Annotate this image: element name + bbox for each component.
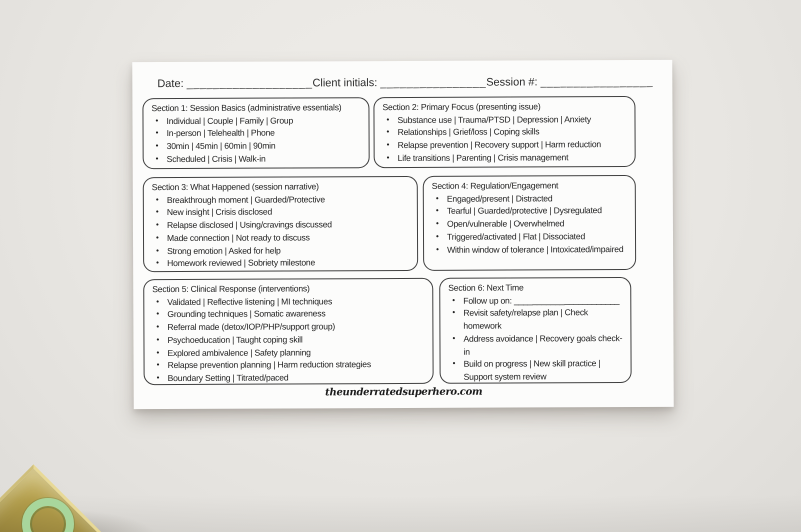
date-blank-line: ___________________ (186, 77, 313, 90)
section-item-list (151, 114, 360, 166)
session-note-card (132, 60, 674, 409)
checklist-item: • Breakthrough moment | Guarded/Protective (152, 193, 409, 207)
checklist-item: • Follow up on: _______________________ (448, 294, 622, 307)
session-number-blank-line: _________________ (540, 75, 654, 89)
section-5-clinical-response (143, 278, 433, 385)
checklist-item: • Psychoeducation | Taught coping skill (152, 333, 424, 347)
checklist-item: • Individual | Couple | Family | Group (151, 114, 360, 128)
section-title: Section 2: Primary Focus (presenting issue) (382, 101, 541, 113)
checklist-item: • Address avoidance | Recovery goals check-in (448, 332, 622, 358)
checklist-item: • Scheduled | Crisis | Walk-in (152, 152, 361, 166)
checklist-item: • Substance use | Trauma/PTSD | Depression | Anxiety (382, 113, 626, 127)
client-initials-field (312, 77, 486, 90)
section-6-next-time (439, 277, 631, 384)
checklist-item: • Open/vulnerable | Overwhelmed (432, 217, 627, 231)
date-field (157, 77, 312, 90)
checklist-item: • Validated | Reflective listening | MI techniques (152, 295, 424, 309)
checklist-item: • Relapse disclosed | Using/cravings discussed (152, 218, 409, 232)
checklist-item: • Relapse prevention planning | Harm reduction strategies (153, 358, 425, 372)
checklist-item: • Life transitions | Parenting | Crisis management (383, 151, 627, 165)
checklist-item: • In-person | Telehealth | Phone (152, 127, 361, 141)
section-item-list (448, 294, 622, 384)
section-item-list (382, 113, 626, 165)
checklist-item: • Triggered/activated | Flat | Dissociated (432, 230, 627, 244)
client-initials-blank-line: ________________ (380, 76, 487, 90)
checklist-item: • Explored ambivalence | Safety planning (152, 345, 424, 359)
checklist-item: • Within window of tolerance | Intoxicated/impaired (432, 243, 627, 257)
checklist-item: • Engaged/present | Distracted (432, 192, 627, 206)
form-header (157, 75, 654, 91)
checklist-item: • Grounding techniques | Somatic awareness (152, 307, 424, 321)
section-4-regulation-engagement (423, 175, 636, 271)
checklist-item: • Made connection | Not ready to discuss (152, 231, 409, 245)
section-title: Section 4: Regulation/Engagement (431, 180, 559, 191)
checklist-item: • Referral made (detox/IOP/PHP/support group) (152, 320, 424, 334)
section-title: Section 5: Clinical Response (interventions) (152, 283, 310, 295)
section-1-session-basics (142, 97, 369, 169)
date-label: Date: (157, 77, 187, 91)
section-3-what-happened (143, 176, 418, 272)
checklist-item: • Build on progress | New skill practice | Support system review (449, 357, 623, 383)
section-title: Section 3: What Happened (session narrative) (151, 181, 319, 193)
checklist-item: • Relapse prevention | Recovery support | Harm reduction (383, 138, 627, 152)
session-number-label: Session #: (486, 76, 541, 89)
checklist-item: • Relationships | Grief/loss | Coping skills (383, 125, 627, 139)
checklist-item: • 30min | 45min | 60min | 90min (152, 139, 361, 153)
checklist-item: • Revisit safety/relapse plan | Check homework (448, 306, 622, 332)
checklist-item: • Boundary Setting | Titrated/paced (153, 371, 425, 385)
checklist-item: • New insight | Crisis disclosed (152, 205, 409, 219)
client-initials-label: Client initials: (312, 77, 381, 90)
checklist-item: • Strong emotion | Asked for help (152, 243, 409, 257)
section-item-list (432, 192, 627, 256)
section-title: Section 1: Session Basics (administrative essentials) (151, 102, 342, 114)
section-title: Section 6: Next Time (448, 282, 524, 293)
session-number-field (486, 76, 653, 89)
checklist-item: • Tearful | Guarded/protective | Dysregulated (432, 204, 627, 218)
section-2-primary-focus (373, 96, 635, 168)
checklist-item: • Homework reviewed | Sobriety milestone (152, 256, 409, 270)
section-item-list (152, 193, 409, 270)
watermark-url: theunderratedsuperhero.com (325, 386, 483, 399)
section-item-list (152, 295, 424, 385)
